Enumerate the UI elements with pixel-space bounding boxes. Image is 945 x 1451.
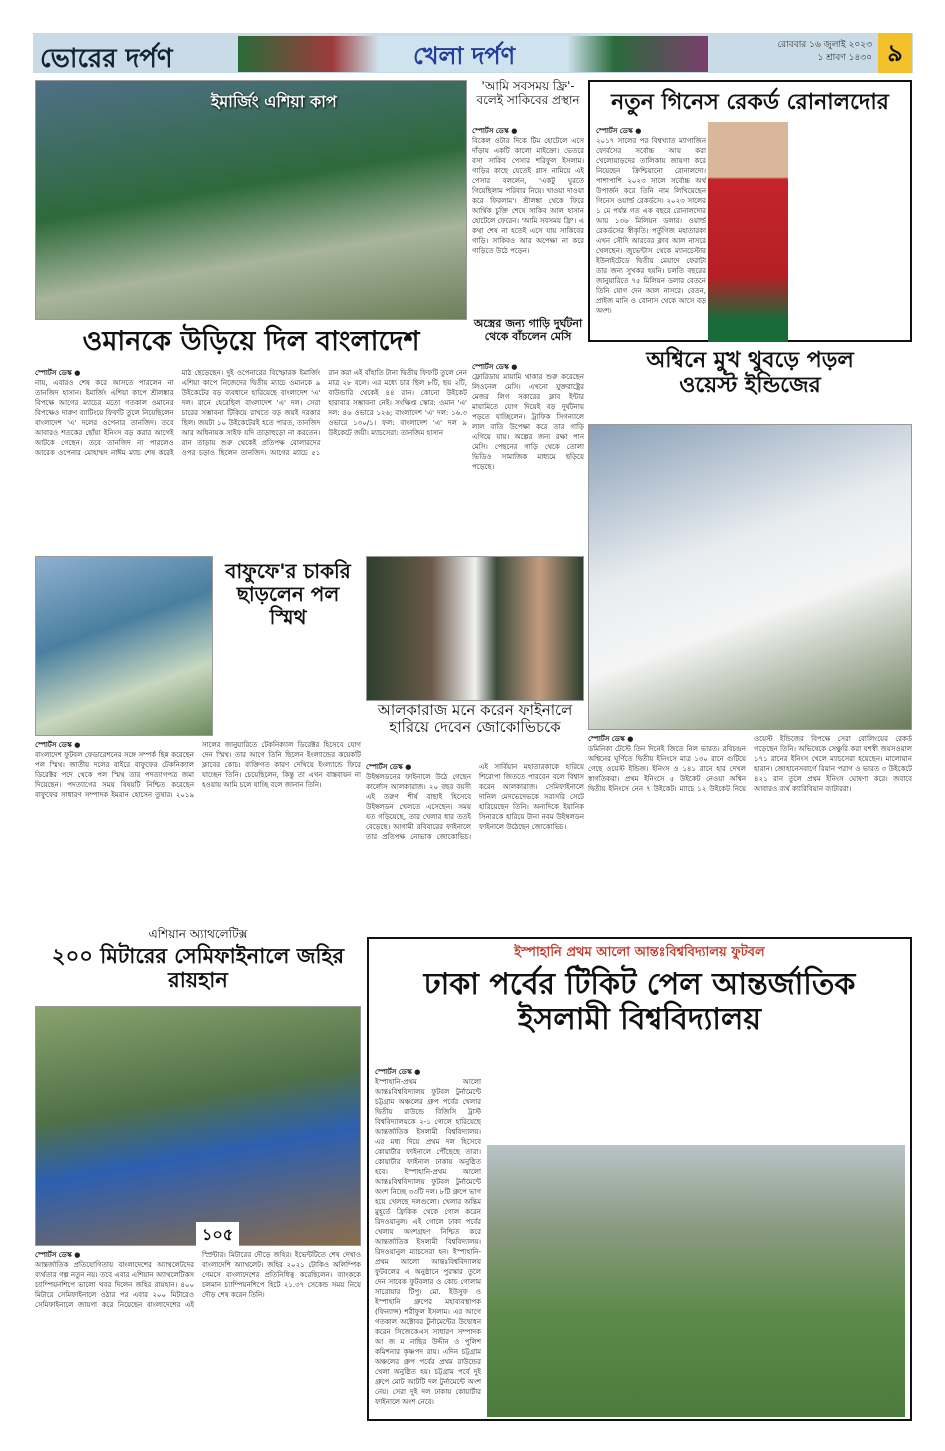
kicker-football: ইস্পাহানি প্রথম আলো আন্তঃবিশ্ববিদ্যালয় ফুটবল xyxy=(514,945,765,960)
headline-oman: ওমানকে উড়িয়ে দিল বাংলাদেশ xyxy=(82,326,420,357)
article-bafufe xyxy=(35,740,361,926)
page-number: ৯ xyxy=(878,33,912,73)
article-ronaldo xyxy=(596,126,706,336)
ronaldo-box xyxy=(588,80,912,342)
headline-line: অশ্বিনে মুখ থুবড়ে পড়ল xyxy=(646,347,854,373)
byline: স্পোর্টস ডেস্ক ● xyxy=(366,763,412,771)
article-body: নায়, এবারও শেষ করে আসতে পারলেন না তানজিদ হাসান। ইমার্জিং এশিয়া কাপে শ্রীলঙ্কার বিপক্ষে আগের ম্যাচের মতো গতকাল ওমানের বিপক্ষেও দারুণ ব্যাটিংয়ে ফিফটি তুলে নিয়েছিলেন বাংলাদেশ 'এ' দলের ওপেনার তানজিদ। তবে আবারও শতকের ছোঁয়া ইনিংস বড় করার আগেই আটকে গেছেন। তবে তানজিদ না পারলেও আরেক ওপেনার মোহাম্মদ নাঈম ম্যাচ শেষ করেই মাঠ ছেড়েছেন। দুই ওপেনারের বিস্ফোরক ইমার্জিং এশিয়া কাপে নিজেদের দ্বিতীয় ম্যাচে ওমানকে ৯ উইকেটের বড় ব্যবধানে হারিয়েছে বাংলাদেশ 'এ' দল। রানে হেরেছিল বাংলাদেশ 'এ' দল। সেরা চারের সম্ভাবনা টিকিয়ে রাখতে বড় জয়ই দরকার ছিল। জয়টা ১০ উইকেটেরই হতে পারত, তানজিদ আর অধিনায়ক সাইফ যদি তাড়াহুড়ো না করতেন। রান তাড়ায় শুরু থেকেই প্রতিপক্ষ বোলারদের ওপর চড়াও ছিলেন তানজিদ। আগের ম্যাচে ৫১ রান করা এই বাঁহাতি টানা দ্বিতীয় ফিফটি তুলে নেন মাত্র ২৮ বলে। এর মধ্যে চার ছিল ৮টি, ছয় ২টি, বাউন্ডারি থেকেই ৪৪ রান। কোনো উইকেট হারাবার সম্ভাবনা নেই। সংক্ষিপ্ত স্কোর: ওমান 'এ' দল: ৪৬ ওভারে ১২৬; বাংলাদেশ 'এ' দল: ১৬.৩ ওভারে ১৩০/১। ফল: বাংলাদেশ 'এ' দল ৯ উইকেটে জয়ী। ম্যাচসেরা: তানজিম হাসান xyxy=(35,369,467,457)
headline-ronaldo: নতুন গিনেস রেকর্ড রোনালদোর xyxy=(611,89,889,115)
newspaper-logo: ভোরের দর্পণ xyxy=(40,44,173,74)
football-box xyxy=(367,937,912,1421)
article-body: ইস্পাহানি-প্রথম আলো আন্তঃবিশ্ববিদ্যালয় ফুটবল টুর্নামেন্টে চট্টগ্রাম অঞ্চলের গ্রুপ পর্বের খেলার দ্বিতীয় রাউন্ডে বিজিসি ট্রাস্ট বিশ্ববিদ্যালয়কে ২-১ গোলে হারিয়েছে আন্তর্জাতিক ইসলামী বিশ্ববিদ্যালয়। এর মধ্য দিয়ে প্রথম দল হিসেবে কোয়ার্টার ফাইনালে পৌঁছেছে তারা। কোয়ার্টার ফাইনাল ঢাকায় অনুষ্ঠিত হবে। ইস্পাহানি-প্রথম আলো আন্তঃবিশ্ববিদ্যালয় ফুটবল টুর্নামেন্টে অংশ নিচ্ছে ৩৩টি দল। ৮টি গ্রুপে ভাগ হয়ে খেলছে দলগুলো। খেলার অন্তিম মুহূর্তে ফ্রিকিক থেকে গোল করেন রিদওয়ানুল। এই গোলে ঢাকা পর্বের খেলায় অংশগ্রহণ নিশ্চিত করে আন্তর্জাতিক ইসলামী বিশ্ববিদ্যালয়। রিদওয়ানুল ম্যাচসেরা হন। ইস্পাহানি-প্রথম আলো আন্তঃবিশ্ববিদ্যালয় ফুটবলের এ অনুষ্ঠানে পুরস্কার তুলে দেন সাবেক ফুটবলার ও কোচ গোলাম সারোয়ার টিপু। মো. ইউসুফ ও ইস্পাহানি গ্রুপের মহাব্যবস্থাপক (ফিন্যান্স) শরীফুল ইসলাম। এর আগে গতকাল অক্টোবর টুর্নামেন্টের উদ্বোধন করেন সিজেকেএস সাধারণ সম্পাদক আ জ ম নাছির উদ্দীন ও পুলিশ কমিশনার কৃষ্ণপদ রায়। এদিন চট্টগ্রাম অঞ্চলের গ্রুপ পর্বের প্রথম রাউন্ডের খেলা অনুষ্ঠিত হয়। চট্টগ্রাম পর্বে দুই গ্রুপে মোট আটটি দল টুর্নামেন্টে অংশ নেয়। সেরা দুই দল ঢাকায় কোয়ার্টার ফাইনালে অংশ নেবে। xyxy=(375,1078,481,1406)
section-banner xyxy=(238,36,708,72)
date-gregorian: রোববার ১৬ জুলাই ২০২৩ xyxy=(777,40,872,50)
headline-football: ঢাকা পর্বের টিকিট পেল আন্তর্জাতিক ইসলামী বিশ্ববিদ্যালয় xyxy=(423,967,856,1037)
article-messi xyxy=(472,362,584,552)
paul-smith-photo xyxy=(35,556,213,736)
article-body: বাংলাদেশ ফুটবল ফেডারেশনের সঙ্গে সম্পর্ক ছিন্ন করেছেন পল স্মিথ। জাতীয় দলের বাইরে বাফুফের টেকনিক্যাল ডিরেক্টর পদে থেকে পল স্মিথ তার পদত্যাগপত্র জমা দিয়েছেন। পদত্যাগের সময় বিষয়টি নিশ্চিত করেছেন বাফুফের সাধারণ সম্পাদক ইমরান হোসেন তুষার। ২০১৯ সালের জানুয়ারিতে টেকনিক্যাল ডিরেক্টর হিসেবে যোগ দেন স্মিথ। তার আগে তিনি ছিলেন ইংল্যান্ডের কয়েকটি ক্লাবের কোচ। ব্যক্তিগত কারণ দেখিয়ে ইংল্যান্ডে ফিরে যাচ্ছেন তিনি। চেয়েছিলেন, কিন্তু তা এখন বাস্তবায়ন না হওয়ায় আমি চলে যাচ্ছি বলে জানান তিনি। xyxy=(35,741,361,799)
article-body: উইম্বলডনের ফাইনালে উঠে গেছেন কার্লোস আলকারাজ। ২০ বছর বয়সী এই তরুণ শীর্ষ বাছাই হিসেবে উইম্বলডন খেলতে এসেছেন। সময় যত গড়িয়েছে, তার খেলার ধার ততই বেড়েছে। আগামী রবিবারের ফাইনালে তার প্রতিপক্ষ নোভাক জোকোভিচ। এই সার্বিয়ান মহাতারকাকে হারিয়ে শিরোপা জিততে পারবেন বলে বিশ্বাস করেন আলকারাজ। সেমিফাইনালে দানিল মেদভেদেভকে সরাসরি সেটে হারিয়েছেন তিনি। অন্যদিকে ইয়ানিক সিনারকে হারিয়ে টানা নবম উইম্বলডন ফাইনালে উঠেছেন জোকোভিচ। xyxy=(366,763,584,841)
photo-caption: ইমার্জিং এশিয়া কাপ xyxy=(211,92,337,111)
bib-number: ১০৫ xyxy=(196,1222,239,1249)
article-ashwin xyxy=(588,734,912,934)
article-shakib xyxy=(472,126,584,316)
section-title: খেলা দর্পণ xyxy=(413,41,516,70)
ashwin-photo xyxy=(588,424,912,730)
byline: স্পোর্টস ডেস্ক ● xyxy=(588,735,634,743)
headline-alcaraz: আলকারাজ মনে করেন ফাইনালে হারিয়ে দেবেন জোকোভিচকে xyxy=(377,701,573,737)
article-body: ডমিনিকা টেস্টে তিন দিনেই জিতে নিল ভারত। রবিচন্দ্রন অশ্বিনের ঘূর্ণিতে দ্বিতীয় ইনিংসে মাত্র ১৩০ রানে গুটিয়ে গেছে ওয়েস্ট ইন্ডিজ। ইনিংস ও ১৪১ রানে হার দেখল স্বাগতিকরা। প্রথম ইনিংসে ৫ উইকেট নেওয়া অশ্বিন দ্বিতীয় ইনিংসে নেন ৭ উইকেট। ম্যাচে ১২ উইকেট নিয়ে ওয়েস্ট ইন্ডিজের বিপক্ষে সেরা বোলিংয়ের রেকর্ড গড়েছেন তিনি। অভিষেকে সেঞ্চুরি করা যশস্বী জয়সওয়াল ১৭১ রানের ইনিংস খেলে ম্যাচসেরা হয়েছেন। মালোয়ান হারান। জোহানেসবার্গে রিয়ান পরাগ ও ভারত ৩ উইকেটে ৪২১ রান তুলে প্রথম ইনিংস ঘোষণা করে। জবাবে আবারও ব্যর্থ ক্যারিবিয়ান ব্যাটাররা। xyxy=(588,735,912,793)
headline-bafufe: বাফুফে'র চাকরি ছাড়লেন পল স্মিথ xyxy=(225,559,351,629)
article-body: ফ্লোরিডায় মায়ামি থাকার শুরু করেছেন লিওনেল মেসি। এখনো যুক্তরাষ্ট্রের মেজর লিগ সকারের ক্লাব ইন্টার মায়ামিতে যোগ দিয়েই বড় দুর্ঘটনায় পড়তে যাচ্ছিলেন। ট্রাফিক সিগন্যালে লাল বাতি উপেক্ষা করে তার গাড়ি এগিয়ে যায়। অল্পের জন্য রক্ষা পান মেসি। পেছনের গাড়ি থেকে তোলা ভিডিও সামাজিক মাধ্যমে ছড়িয়ে পড়েছে। xyxy=(472,373,584,471)
kicker-athletics: এশিয়ান অ্যাথলেটিক্স xyxy=(148,927,248,941)
headline-ashwin xyxy=(588,348,912,399)
article-athletics xyxy=(35,1250,361,1420)
article-oman xyxy=(35,368,467,554)
article-body: বিকেল ওটার দিকে টিম হোটেলে এসে দাঁড়ায় একটি কালো মাইক্রো। ভেতরে বসা সাকিব পেসার শরিফুল ইসলাম। গাড়ির কাছে যেতেই গ্লাস নামিয়ে এই পেসার বললেন, 'একটু ঘুরতে গিয়েছিলাম পরিবার নিয়ে। খাওয়া দাওয়া করে ফিরলাম'। শ্রীলঙ্কা থেকে ফিরে আর্থিক চুক্তি শেষে সাকিব আল হাসান হোটেলে ফেরেন। 'আমি সবসময় ফ্রি'। এ কথা শেষ না হতেই এসে যায় সাকিবের গাড়ি। সাকিবও আর অপেক্ষা না করে গাড়িতে উঠে পড়েন। xyxy=(472,137,584,255)
byline: স্পোর্টস ডেস্ক ● xyxy=(472,127,518,135)
athlete-photo xyxy=(35,1006,361,1246)
byline: স্পোর্টস ডেস্ক ● xyxy=(35,741,81,749)
byline: স্পোর্টস ডেস্ক ● xyxy=(35,369,81,377)
djokovic-alcaraz-photo xyxy=(366,556,584,701)
ronaldo-photo xyxy=(708,122,788,342)
byline: স্পোর্টস ডেস্ক ● xyxy=(596,127,642,135)
byline: স্পোর্টস ডেস্ক ● xyxy=(35,1251,81,1259)
byline: স্পোর্টস ডেস্ক ● xyxy=(375,1068,421,1076)
date-block xyxy=(760,39,872,65)
headline-shakib: 'আমি সবসময় ফ্রি'-বলেই সাকিবের প্রস্থান xyxy=(476,79,580,107)
article-body: ২০১৭ সালের পর বিশ্বখ্যাত ম্যাগাজিন ফোর্বসের সর্বোচ্চ আয় করা খেলোয়াড়দের তালিকায় জায়গা করে নিয়েছেন ক্রিশ্চিয়ানো রোনালদো। পাশাপাশি ২০২৩ সালে সর্বোচ্চ অর্থ উপার্জন করে তিনি নাম লিখিয়েছেন গিনেস ওয়ার্ল্ড রেকর্ডসে। ২০২৩ সালের ১ মে পর্যন্ত গত এক বছরে রোনালদোর আয় ১৩৬ মিলিয়ন ডলার। ওয়ার্ল্ড রেকর্ডসের স্বীকৃতি। পর্তুগিজ মহাতারকা এখন সৌদি আরবের ক্লাব আল নাসরে খেলছেন। জুভেন্টাস থেকে ম্যানচেস্টার ইউনাইটেডে দ্বিতীয় মেয়াদে ফেরাটা তার জন্য সুখকর হয়নি। চলতি বছরের জানুয়ারিতে ৭৫ মিলিয়ন ডলার বেতনে তিনি যোগ দেন আল নাসরে। বেতন, প্রাইজ মানি ও বোনাস থেকে আসে বড় অংশ। xyxy=(596,137,706,315)
date-bangla: ১ শ্রাবণ ১৪৩০ xyxy=(817,53,872,63)
football-photo xyxy=(487,1145,905,1417)
article-football xyxy=(375,1067,905,1417)
article-alcaraz xyxy=(366,762,584,928)
headline-line: ওয়েস্ট ইন্ডিজের xyxy=(679,372,821,399)
cricket-photo xyxy=(35,80,467,320)
headline-athletics: ২০০ মিটারের সেমিফাইনালে জহির রায়হান xyxy=(51,943,345,993)
article-body: আন্তর্জাতিক প্রতিযোগিতায় বাংলাদেশের অ্যাথলেটদের ব্যর্থতার গল্প নতুন নয়। তবে এবার এশিয়ান অ্যাথলেটিকস চ্যাম্পিয়নশিপে ভালো খবর দিলেন জহির রায়হান। ৪০০ মিটারে সেমিফাইনালে ওঠার পর এবার ২০০ মিটারেও সেমিফাইনালে জায়গা করে নিয়েছেন বাংলাদেশের এই স্প্রিন্টার। মিটারের দৌড়ে জহির। ইভেন্টটিতে শেষ দেখাও বাংলাদেশি অ্যাথলেট। জহির ২০২১ টোকিও অলিম্পিক গেমসে বাংলাদেশের প্রতিনিধিত্ব করেছিলেন। ব্যাংককে চলমান চ্যাম্পিয়নশিপে হিটে ২১.৩৭ সেকেন্ড সময় নিয়ে দৌড় শেষ করেন তিনি। xyxy=(35,1251,361,1309)
byline: স্পোর্টস ডেস্ক ● xyxy=(472,363,518,371)
headline-messi: অস্ত্রের জন্য গাড়ি দুর্ঘটনা থেকে বাঁচলেন মেসি xyxy=(473,317,583,343)
